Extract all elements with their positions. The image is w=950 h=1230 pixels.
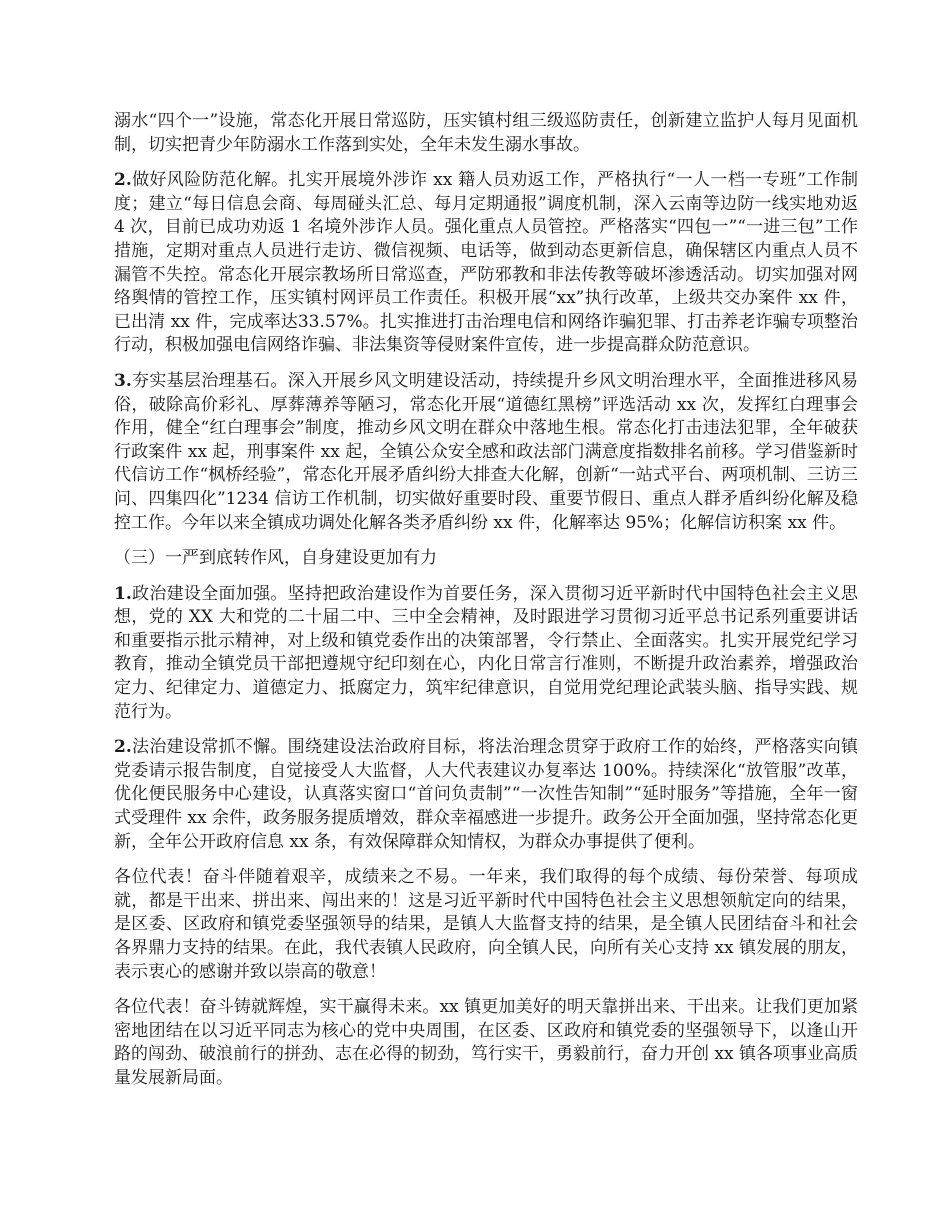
paragraph-political-construction bbox=[114, 583, 858, 725]
paragraph-number: 2. bbox=[114, 170, 132, 191]
paragraph-text: 溺水“四个一”设施，常态化开展日常巡防，压实镇村组三级巡防责任，创新建立监护人每月见面机制，切实把青少年防溺水工作落到实处，全年未发生溺水事故。 bbox=[114, 111, 858, 155]
section-heading-text: （三）一严到底转作风，自身建设更加有力 bbox=[114, 548, 437, 569]
paragraph-text: 政治建设全面加强。坚持把政治建设作为首要任务，深入贯彻习近平新时代中国特色社会主义思想，党的 XX 大和党的二十届二中、三中全会精神，及时跟进学习贯彻习近平总书记系列重要讲话和重要指示批示精神，对上级和镇党委作出的决策部署，令行禁止、全面落实。扎实开展党纪学习教育，推动全镇党员干部把遵规守纪印刻在心，内化日常言行准则，不断提升政治素养，增强政治定力、纪律定力、道德定力、抵腐定力，筑牢纪律意识，自觉用党纪理论武装头脑、指导实践、规范行为。 bbox=[114, 583, 858, 722]
paragraph-number: 2. bbox=[114, 737, 132, 758]
paragraph-rule-of-law bbox=[114, 736, 858, 854]
paragraph-number: 1. bbox=[114, 583, 132, 604]
paragraph-text: 做好风险防范化解。扎实开展境外涉诈 xx 籍人员劝返工作，严格执行“一人一档一专班”工作制度；建立“每日信息会商、每周碰头汇总、每月定期通报”调度机制，深入云南等边防一线实地劝返 4 次，目前已成功劝返 1 名境外涉诈人员。强化重点人员管控。严格落实“四包一”“一进三包”工作措施，定期对重点人员进行走访、微信视频、电话等，做到动态更新信息，确保辖区内重点人员不漏管不失控。常态化开展宗教场所日常巡查，严防邪教和非法传教等破坏渗透活动。切实加强对网络舆情的管控工作，压实镇村网评员工作责任。积极开展“xx”执行改革，上级共交办案件 xx 件，已出清 xx 件，完成率达33.57%。扎实推进打击治理电信和网络诈骗犯罪、打击养老诈骗专项整治行动，积极加强电信网络诈骗、非法集资等侵财案件宣传，进一步提高群众防范意识。 bbox=[114, 170, 858, 356]
paragraph-number: 3. bbox=[114, 370, 132, 391]
paragraph-acknowledgement bbox=[114, 866, 858, 984]
paragraph-risk-prevention bbox=[114, 169, 858, 358]
paragraph-grassroots-governance bbox=[114, 370, 858, 535]
paragraph-text: 夯实基层治理基石。深入开展乡风文明建设活动，持续提升乡风文明治理水平，全面推进移风易俗，破除高价彩礼、厚葬薄养等陋习，常态化开展“道德红黑榜”评选活动 xx 次，发挥红白理事会作用，健全“红白理事会”制度，推动乡风文明在群众中落地生根。常态化打击违法犯罪，全年破获行政案件 xx 起，刑事案件 xx 起，全镇公众安全感和政法部门满意度指数排名前移。学习借鉴新时代信访工作“枫桥经验”，常态化开展矛盾纠纷大排查大化解，创新“一站式平台、两项机制、三访三问、四集四化”1234 信访工作机制，切实做好重要时段、重要节假日、重点人群矛盾纠纷化解及稳控工作。今年以来全镇成功调处化解各类矛盾纠纷 xx 件，化解率达 95%；化解信访积案 xx 件。 bbox=[114, 370, 858, 533]
section-heading bbox=[114, 547, 858, 571]
paragraph-closing bbox=[114, 996, 858, 1090]
paragraph-text: 各位代表！奋斗伴随着艰辛，成绩来之不易。一年来，我们取得的每个成绩、每份荣誉、每项成就，都是干出来、拼出来、闯出来的！这是习近平新时代中国特色社会主义思想领航定向的结果，是区委、区政府和镇党委坚强领导的结果，是镇人大监督支持的结果，是全镇人民团结奋斗和社会各界鼎力支持的结果。在此，我代表镇人民政府，向全镇人民，向所有关心支持 xx 镇发展的朋友，表示衷心的感谢并致以崇高的敬意！ bbox=[114, 867, 858, 982]
paragraph-drowning-prevention bbox=[114, 110, 858, 157]
paragraph-text: 法治建设常抓不懈。围绕建设法治政府目标，将法治理念贯穿于政府工作的始终，严格落实向镇党委请示报告制度，自觉接受人大监督，人大代表建议办复率达 100%。持续深化“放管服”改革，优化便民服务中心建设，认真落实窗口“首问负责制”“一次性告知制”“延时服务”等措施，全年一窗式受理件 xx 余件，政务服务提质增效，群众幸福感进一步提升。政务公开全面加强，坚持常态化更新，全年公开政府信息 xx 条，有效保障群众知情权，为群众办事提供了便利。 bbox=[114, 737, 858, 852]
paragraph-text: 各位代表！奋斗铸就辉煌，实干赢得未来。xx 镇更加美好的明天靠拼出来、干出来。让我们更加紧密地团结在以习近平同志为核心的党中央周围，在区委、区政府和镇党委的坚强领导下，以逢山开路的闯劲、破浪前行的拼劲、志在必得的韧劲，笃行实干，勇毅前行，奋力开创 xx 镇各项事业高质量发展新局面。 bbox=[114, 997, 858, 1088]
